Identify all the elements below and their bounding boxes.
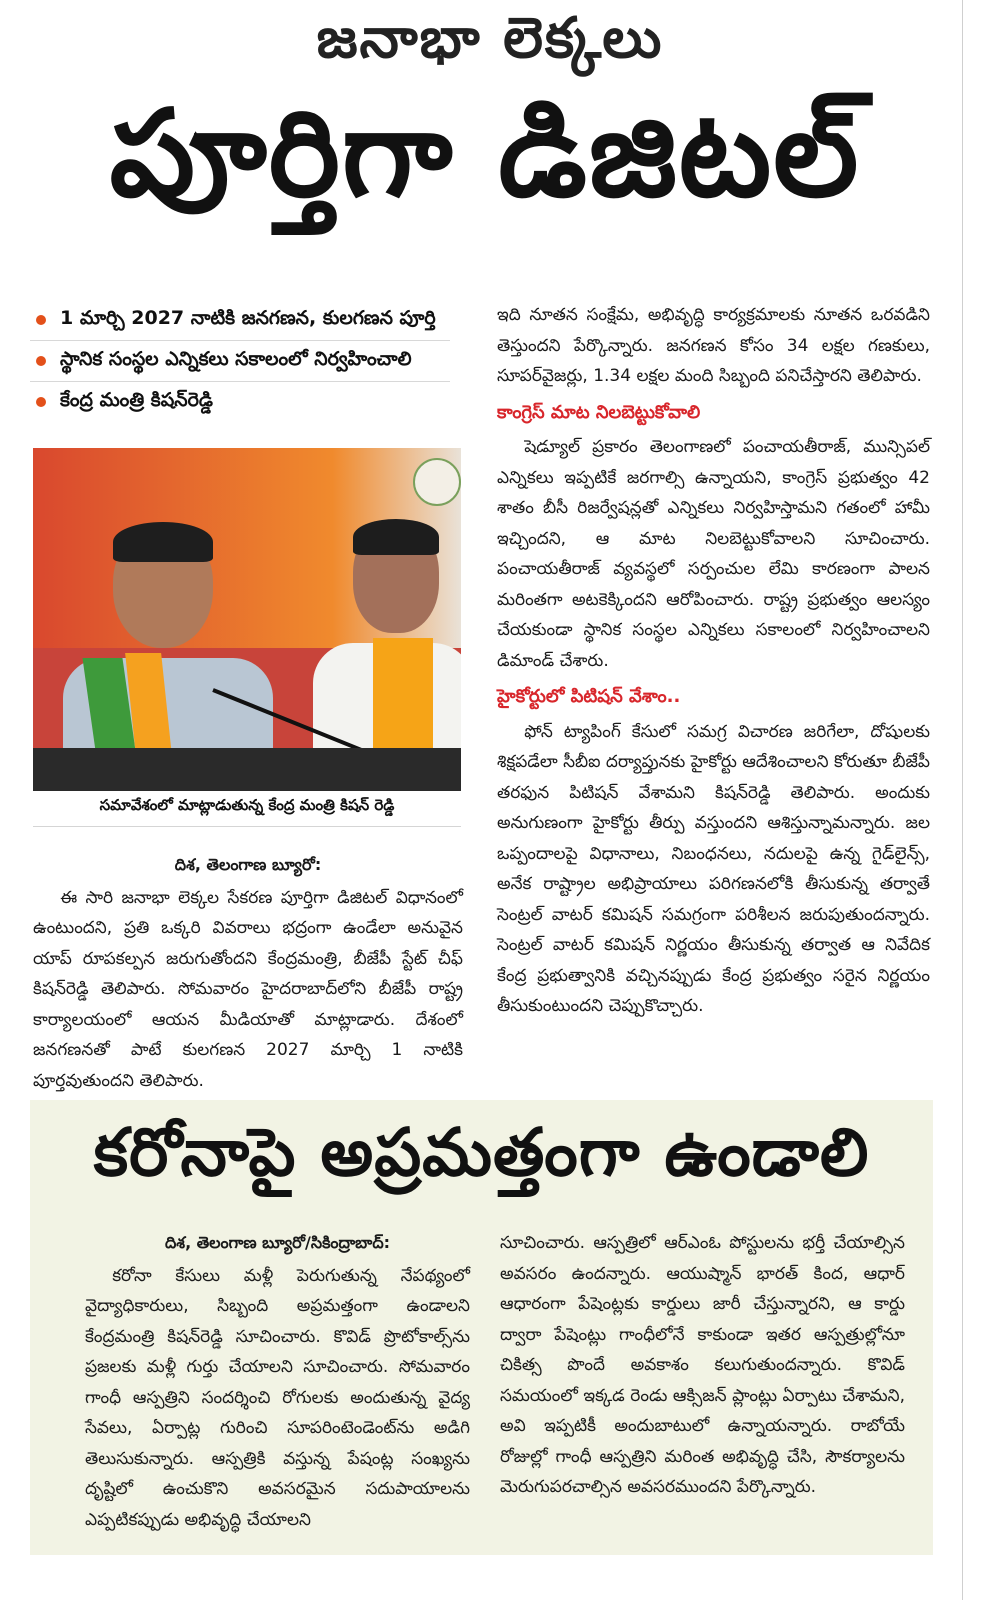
article-paragraph: సూచించారు. ఆస్పత్రిలో ఆర్ఎంఓ పోస్టులను భర్తీ చేయాల్సిన అవసరం ఉందన్నారు. ఆయుష్మాన్ భారత్ కింద, ఆధార్ ఆధారంగా పేషెంట్లకు కార్డులు జారీ చేస్తున్నారని, ఆ కార్డు ద్వారా పేషెంట్లు గాంధీలోనే కాకుండా ఇతర ఆస్పత్రుల్లోనూ చికిత్స పొందే అవకాశం కలుగుతుందన్నారు. కొవిడ్ సమయంలో ఇక్కడ రెండు ఆక్సిజన్ ప్లాంట్లు ఏర్పాటు చేశామని, అవి ఇప్పటికీ అందుబాటులో ఉన్నాయన్నారు. రాబోయే రోజుల్లో గాంధీ ఆస్పత్రిని మరింత అభివృద్ధి చేసి, సౌకర్యాలను మెరుగుపరచాల్సిన అవసరముందని పేర్కొన్నారు. [500, 1233, 905, 1497]
story-kicker: జనాభా లెక్కలు [316, 6, 664, 71]
bullet-text: కేంద్ర మంత్రి కిషన్‌రెడ్డి [60, 388, 213, 411]
corona-headline: కరోనాపై అప్రమత్తంగా ఉండాలి [93, 1114, 870, 1191]
dateline: దిశ, తెలంగాణ బ్యూరో/సికింద్రాబాద్: [164, 1233, 391, 1252]
corona-story-box [30, 1100, 933, 1555]
bullet-text: 1 మార్చి 2027 నాటికి జనగణన, కులగణన పూర్తి [60, 306, 436, 329]
bullet-dot-icon [36, 315, 46, 325]
corona-right-column [500, 1228, 905, 1503]
story-headline: పూర్తిగా డిజిటల్ [109, 85, 861, 224]
article-paragraph: షెడ్యూల్ ప్రకారం తెలంగాణలో పంచాయతీరాజ్, మున్సిపల్ ఎన్నికలు ఇప్పటికే జరగాల్సి ఉన్నాయని, కాంగ్రెస్ ప్రభుత్వం 42 శాతం బీసీ రిజర్వేషన్లతో ఎన్నికలు నిర్వహిస్తామని గతంలో హామీ ఇచ్చిందని, ఆ మాట నిలబెట్టుకోవాలని సూచించారు. పంచాయతీరాజ్ వ్యవస్థలో సర్పంచుల లేమి కారణంగా పాలన మరింతగా అటకెక్కిందని ఆరోపించారు. రాష్ట్ర ప్రభుత్వం ఆలస్యం చేయకుండా స్థానిక సంస్థల ఎన్నికలు సకాలంలో నిర్వహించాలని డిమాండ్ చేశారు. [497, 437, 930, 671]
dateline: దిశ, తెలంగాణ బ్యూరో: [174, 855, 322, 874]
highlight-bullets [30, 300, 450, 422]
main-left-column [33, 850, 463, 1096]
bullet-text: స్థానిక సంస్థల ఎన్నికలు సకాలంలో నిర్వహించాలి [60, 347, 412, 370]
party-logo-icon [413, 458, 461, 506]
article-paragraph: కరోనా కేసులు మళ్లీ పెరుగుతున్న నేపథ్యంలో వైద్యాధికారులు, సిబ్బంది అప్రమత్తంగా ఉండాలని కేంద్రమంత్రి కిషన్‌రెడ్డి సూచించారు. కొవిడ్ ప్రొటోకాల్స్‌ను ప్రజలకు మళ్లీ గుర్తు చేయాలని సూచించారు. సోమవారం గాంధీ ఆస్పత్రిని సందర్శించి రోగులకు అందుతున్న వైద్య సేవలు, ఏర్పాట్ల గురించి సూపరింటెండెంట్‌ను అడిగి తెలుసుకున్నారు. ఆస్పత్రికి వస్తున్న పేషంట్ల సంఖ్యను దృష్టిలో ఉంచుకొని అవసరమైన సదుపాయాలను ఎప్పటికప్పుడు అభివృద్ధి చేయాలని [85, 1265, 470, 1530]
article-paragraph: ఈ సారి జనాభా లెక్కల సేకరణ పూర్తిగా డిజిటల్ విధానంలో ఉంటుందని, ప్రతి ఒక్కరి వివరాలు భద్రంగా ఉండేలా అనువైన యాప్ రూపకల్పన జరుగుతోందని కేంద్రమంత్రి, బీజేపీ స్టేట్ చీఫ్ కిషన్‌రెడ్డి తెలిపారు. సోమవారం హైదరాబాద్‌లోని బీజేపీ రాష్ట్ర కార్యాలయంలో ఆయన మీడియాతో మాట్లాడారు. దేశంలో జనగణనతో పాటే కులగణన 2027 మార్చి 1 నాటికి పూర్తవుతుందని తెలిపారు. [33, 887, 463, 1091]
bullet-item [30, 341, 450, 382]
bullet-item [30, 382, 450, 422]
section-subhead: కాంగ్రెస్ మాట నిలబెట్టుకోవాలి [497, 401, 701, 423]
article-paragraph: ఇది నూతన సంక్షేమ, అభివృద్ధి కార్యక్రమాలకు నూతన ఒరవడిని తెస్తుందని పేర్కొన్నారు. జనగణన కోసం 34 లక్షల గణకులు, సూపర్‌వైజర్లు, 1.34 లక్షల మంది సిబ్బంది పనిచేస్తారని తెలిపారు. [497, 305, 930, 386]
corona-left-column [85, 1228, 470, 1535]
bullet-dot-icon [36, 356, 46, 366]
photo-caption: సమావేశంలో మాట్లాడుతున్న కేంద్ర మంత్రి కిషన్ రెడ్డి [33, 796, 461, 827]
bullet-item [30, 300, 450, 341]
main-right-column [497, 300, 930, 1022]
press-meet-photo [33, 448, 461, 791]
bullet-dot-icon [36, 397, 46, 407]
page-edge-divider [962, 0, 963, 1600]
article-paragraph: ఫోన్ ట్యాపింగ్ కేసులో సమగ్ర విచారణ జరిగేలా, దోషులకు శిక్షపడేలా సీబీఐ దర్యాప్తునకు హైకోర్టు ఆదేశించాలని కోరుతూ బీజేపీ తరఫున పిటిషన్ వేశామని కిషన్‌రెడ్డి తెలిపారు. అందుకు అనుగుణంగా హైకోర్టు తీర్పు వస్తుందని ఆశిస్తున్నామన్నారు. జల ఒప్పందాలపై విధానాలు, నిబంధనలు, నదులపై ఉన్న గైడ్‌లైన్స్, అనేక రాష్ట్రాల అభిప్రాయాలు పరిగణనలోకి తీసుకున్న తర్వాతే సెంట్రల్ వాటర్ కమిషన్ సమగ్రంగా పరిశీలన జరుపుతుందన్నారు. సెంట్రల్ వాటర్ కమిషన్ నిర్ణయం తీసుకున్న తర్వాత ఆ నివేదిక కేంద్ర ప్రభుత్వానికి వచ్చినప్పుడు కేంద్ర ప్రభుత్వం సరైన నిర్ణయం తీసుకుంటుందని చెప్పుకొచ్చారు. [497, 721, 930, 1016]
section-subhead: హైకోర్టులో పిటిషన్ వేశాం.. [497, 686, 681, 707]
